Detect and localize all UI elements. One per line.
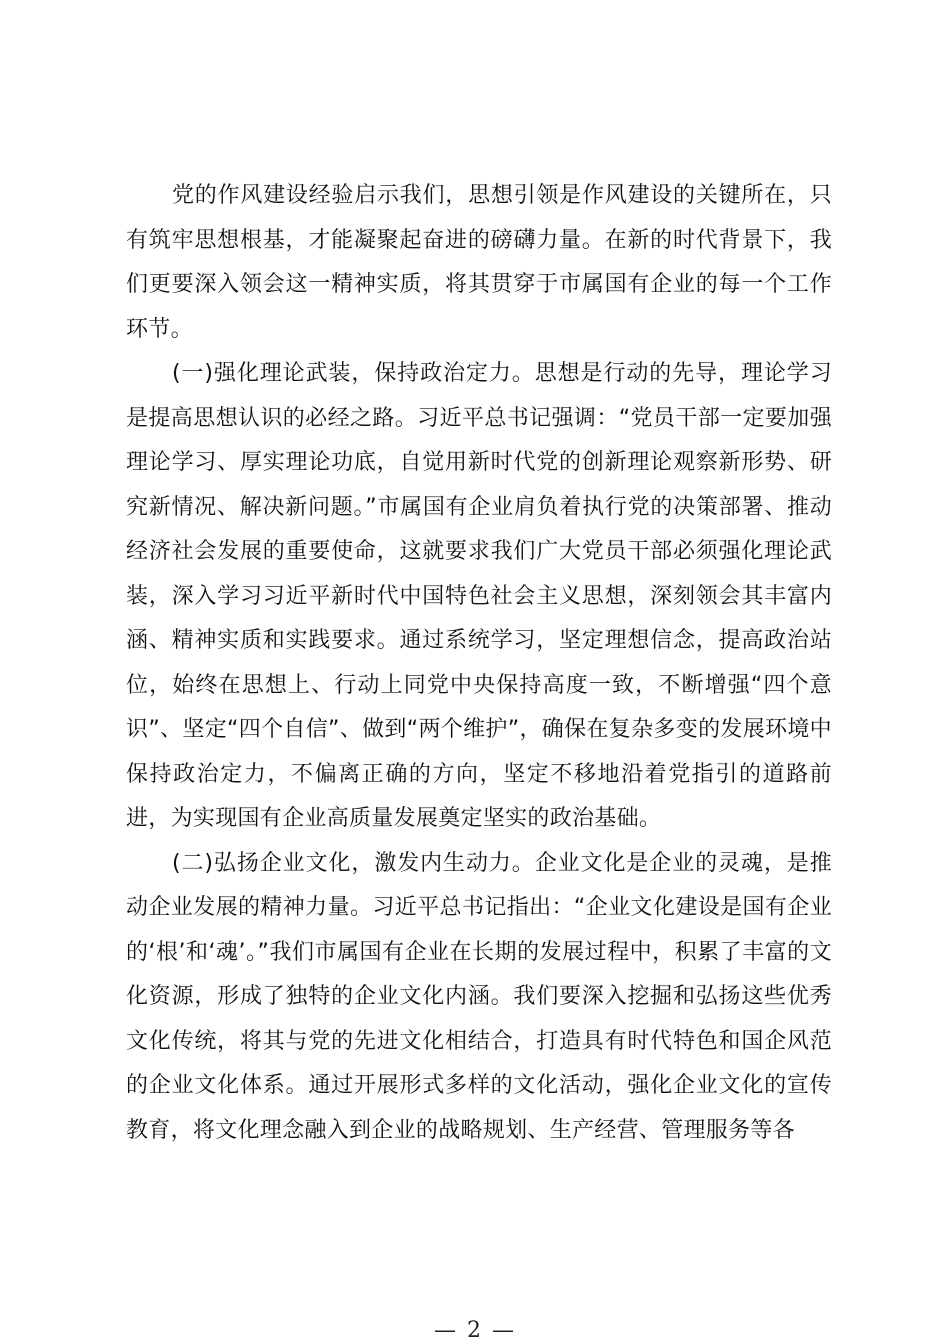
paragraph-intro: 党的作风建设经验启示我们，思想引领是作风建设的关键所在，只有筑牢思想根基，才能凝聚起奋进的磅礴力量。在新的时代背景下，我们更要深入领会这一精神实质，将其贯穿于市属国有企业的每一个工作环节。	[126, 183, 832, 342]
page-number: — 2 —	[434, 1318, 516, 1343]
paragraph-section-1: (一)强化理论武装，保持政治定力。思想是行动的先导，理论学习是提高思想认识的必经之路。习近平总书记强调：“党员干部一定要加强理论学习、厚实理论功底，自觉用新时代党的创新理论观察新形势、研究新情况、解决新问题。”市属国有企业肩负着执行党的决策部署、推动经济社会发展的重要使命，这就要求我们广大党员干部必须强化理论武装，深入学习习近平新时代中国特色社会主义思想，深刻领会其丰富内涵、精神实质和实践要求。通过系统学习，坚定理想信念，提高政治站位，始终在思想上、行动上同党中央保持高度一致，不断增强“四个意识”、坚定“四个自信”、做到“两个维护”，确保在复杂多变的发展环境中保持政治定力，不偏离正确的方向，坚定不移地沿着党指引的道路前进，为实现国有企业高质量发展奠定坚实的政治基础。	[126, 361, 832, 831]
paragraph-section-2: (二)弘扬企业文化，激发内生动力。企业文化是企业的灵魂，是推动企业发展的精神力量。习近平总书记指出：“企业文化建设是国有企业的‘根’和‘魂’。”我们市属国有企业在长期的发展过程中，积累了丰富的文化资源，形成了独特的企业文化内涵。我们要深入挖掘和弘扬这些优秀文化传统，将其与党的先进文化相结合，打造具有时代特色和国企风范的企业文化体系。通过开展形式多样的文化活动，强化企业文化的宣传教育，将文化理念融入到企业的战略规划、生产经营、管理服务等各	[126, 850, 832, 1143]
body-text	[126, 174, 832, 1153]
